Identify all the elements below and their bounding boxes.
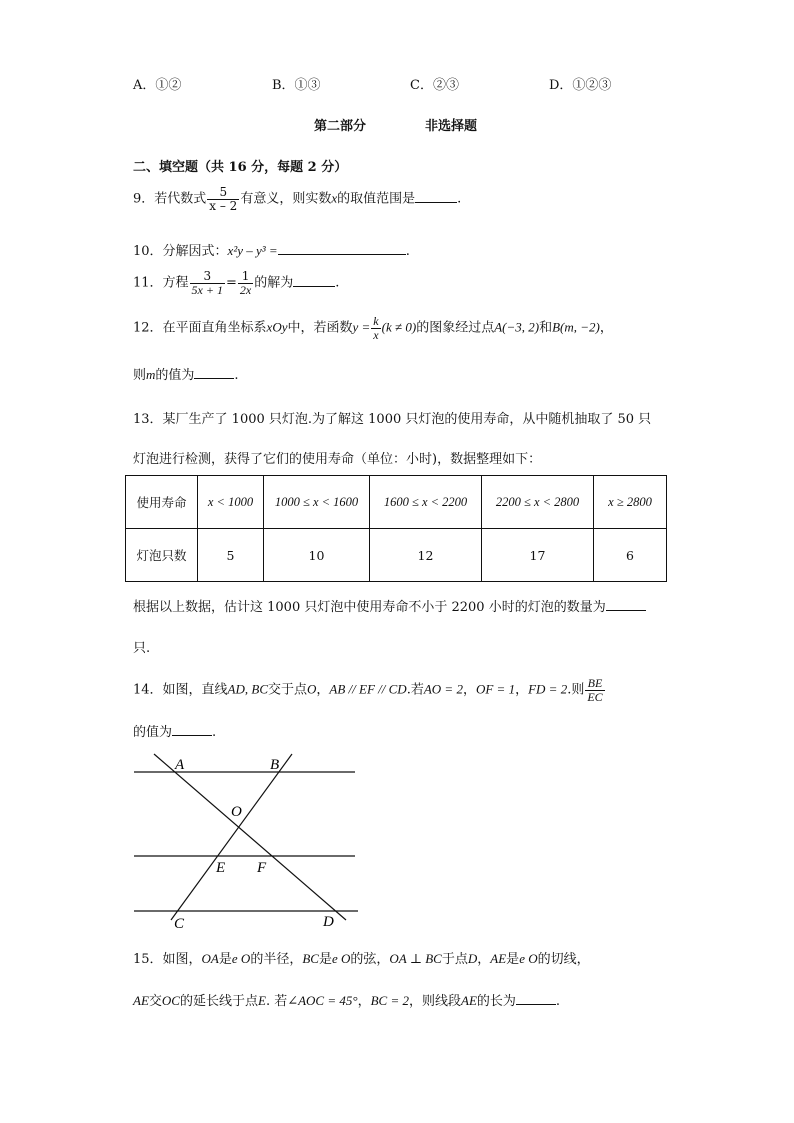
section-header: 二、填空题（共 16 分，每题 2 分） bbox=[133, 160, 348, 175]
label-d: D bbox=[323, 914, 334, 930]
q15-line2-ae2: AE bbox=[461, 993, 477, 1008]
q13-answer-blank[interactable] bbox=[606, 599, 646, 611]
q14-text6: ， bbox=[515, 682, 529, 698]
label-o: O bbox=[231, 804, 242, 820]
q15-line2-t5: ，则线段 bbox=[408, 994, 461, 1009]
q14-frac-den: EC bbox=[587, 689, 603, 704]
q15-circle-o: e O bbox=[331, 951, 351, 966]
lifetime-table bbox=[125, 475, 667, 582]
q11-suffix: 的解为 bbox=[254, 275, 294, 291]
q15-line2-t1: 交 bbox=[148, 994, 162, 1009]
q12-fraction bbox=[371, 315, 380, 341]
q14-parallel: AB // EF // CD bbox=[329, 681, 407, 697]
q15-line2-bc: BC = 2 bbox=[370, 993, 409, 1008]
q15-bc: BC bbox=[302, 951, 319, 966]
q15-t7: 是 bbox=[506, 952, 520, 967]
q12-coord: xOy bbox=[266, 319, 288, 335]
question-15-line1 bbox=[133, 948, 590, 967]
q15-d: D bbox=[467, 951, 478, 966]
table-header-cell: 2200 ≤ x < 2800 bbox=[482, 476, 594, 529]
q11-end: . bbox=[335, 275, 340, 291]
q9-end: . bbox=[457, 191, 462, 207]
q15-line2-ae: AE bbox=[133, 993, 149, 1008]
label-c: C bbox=[174, 916, 185, 932]
q14-ao: AO = 2 bbox=[423, 681, 463, 697]
q15-circle-o: e O bbox=[519, 951, 538, 966]
q15-line2-t2: 的延长线于点 bbox=[179, 994, 258, 1009]
q15-t8: 的切线， bbox=[537, 952, 590, 967]
q11-lhs-fraction bbox=[190, 270, 225, 296]
q11-rhs-fraction bbox=[238, 270, 253, 296]
q15-line2-angle: ∠AOC = 45° bbox=[287, 993, 358, 1008]
q15-t5: 于点 bbox=[441, 952, 468, 967]
q9-suffix: 的取值范围是 bbox=[337, 191, 416, 207]
table-row1-label: 使用寿命 bbox=[126, 476, 198, 529]
q15-prefix: 15．如图， bbox=[133, 952, 202, 967]
q12-mid2: 的图象经过点 bbox=[416, 320, 495, 336]
table-row bbox=[126, 529, 667, 582]
q15-ae: AE bbox=[490, 951, 507, 966]
q13-after1-text: 根据以上数据，估计这 1000 只灯泡中使用寿命不小于 2200 小时的灯泡的数量为 bbox=[133, 600, 606, 615]
table-count-cell: 17 bbox=[482, 529, 594, 582]
q9-frac-num: 5 bbox=[207, 186, 239, 200]
q12-point-b: B(m, −2) bbox=[552, 319, 600, 335]
q9-fraction bbox=[207, 186, 239, 212]
q15-line2-t4: ， bbox=[357, 994, 371, 1009]
q14-frac-num: BE bbox=[585, 677, 604, 691]
table-row bbox=[126, 476, 667, 529]
table-count-cell: 6 bbox=[594, 529, 667, 582]
question-14 bbox=[133, 677, 606, 703]
q9-frac-den: x – 2 bbox=[209, 198, 238, 213]
q9-var: x bbox=[331, 190, 338, 206]
q12-end: . bbox=[234, 368, 239, 383]
table-row2-label: 灯泡只数 bbox=[126, 529, 198, 582]
q14-text7: .则 bbox=[567, 682, 585, 698]
q10-end: . bbox=[405, 244, 410, 259]
option-b: B．①③ bbox=[272, 78, 321, 93]
q13-after2: 只. bbox=[133, 641, 151, 656]
q15-t2: 的半径， bbox=[250, 952, 303, 967]
q12-and: 和 bbox=[539, 320, 553, 336]
q10-prefix: 10．分解因式： bbox=[133, 244, 228, 259]
table-header-cell: x ≥ 2800 bbox=[594, 476, 667, 529]
label-a: A bbox=[175, 757, 185, 773]
question-11 bbox=[133, 270, 339, 296]
q15-perp: OA ⊥ BC bbox=[389, 951, 442, 966]
option-d: D．①②③ bbox=[549, 78, 612, 93]
q11-lhs-den: 5x + 1 bbox=[191, 282, 223, 297]
q12-k-num: k bbox=[373, 314, 379, 328]
q12-k-den: x bbox=[373, 327, 379, 342]
label-f: F bbox=[257, 860, 267, 876]
table-count-cell: 10 bbox=[264, 529, 370, 582]
q12-line2-prefix: 则 bbox=[133, 368, 147, 383]
q14-figure bbox=[120, 750, 370, 935]
q14-o: O bbox=[307, 681, 317, 697]
q15-line2-end: . bbox=[555, 994, 561, 1009]
option-a: A．①② bbox=[133, 78, 182, 93]
q10-expr: x²y – y³ = bbox=[227, 243, 278, 258]
q11-answer-blank[interactable] bbox=[293, 275, 335, 287]
table-header-cell: 1600 ≤ x < 2200 bbox=[370, 476, 482, 529]
q15-t3: 是 bbox=[318, 952, 332, 967]
q12-mid: 中，若函数 bbox=[287, 320, 353, 336]
q12-var-m: m bbox=[146, 367, 156, 382]
q15-line2-t3: . 若 bbox=[265, 994, 288, 1009]
q15-line2-oc: OC bbox=[161, 993, 180, 1008]
q12-answer-blank[interactable] bbox=[194, 367, 234, 379]
q12-point-a: A(−3, 2) bbox=[494, 319, 540, 335]
option-c: C．②③ bbox=[410, 78, 459, 93]
part-subtitle: 非选择题 bbox=[425, 119, 478, 134]
line-ad bbox=[154, 754, 346, 920]
q14-text5: ， bbox=[462, 682, 476, 698]
q15-line2-e: E bbox=[257, 993, 266, 1008]
q14-text4: .若 bbox=[406, 682, 424, 698]
q14-text3: ， bbox=[316, 682, 330, 698]
q14-line2: 的值为 bbox=[133, 725, 173, 740]
q15-circle-o: e O bbox=[231, 951, 251, 966]
question-14-line2 bbox=[133, 721, 216, 740]
q12-line2-mid: 的值为 bbox=[155, 368, 195, 383]
q11-prefix: 11．方程 bbox=[133, 275, 189, 291]
q9-answer-blank[interactable] bbox=[415, 191, 457, 203]
q13-line2: 灯泡进行检测，获得了它们的使用寿命（单位：小时)，数据整理如下： bbox=[133, 452, 542, 467]
table-header-cell: 1000 ≤ x < 1600 bbox=[264, 476, 370, 529]
q14-fraction bbox=[585, 677, 604, 703]
question-9 bbox=[133, 186, 461, 212]
q13-after1 bbox=[133, 596, 646, 615]
q14-of: OF = 1 bbox=[475, 681, 516, 697]
q11-lhs-num: 3 bbox=[190, 270, 225, 284]
q14-ad-bc: AD, BC bbox=[227, 681, 268, 697]
q12-func: y = bbox=[352, 319, 371, 335]
label-e: E bbox=[216, 860, 226, 876]
q15-oa: OA bbox=[201, 951, 219, 966]
q11-rhs-den: 2x bbox=[239, 282, 252, 297]
question-10 bbox=[133, 240, 410, 259]
q15-t1: 是 bbox=[218, 952, 232, 967]
q11-rhs-num: 1 bbox=[238, 270, 253, 284]
table-header-cell: x < 1000 bbox=[198, 476, 264, 529]
q15-answer-blank[interactable] bbox=[516, 993, 556, 1005]
q9-mid: 有意义，则实数 bbox=[240, 191, 332, 207]
q15-t4: 的弦， bbox=[350, 952, 390, 967]
question-15-line2 bbox=[133, 990, 560, 1009]
question-12 bbox=[133, 315, 613, 341]
q15-t6: ， bbox=[477, 952, 491, 967]
q14-text2: 交于点 bbox=[268, 682, 308, 698]
q14-fd: FD = 2 bbox=[528, 681, 568, 697]
q12-condition: (k ≠ 0) bbox=[381, 319, 417, 335]
q13-line1: 13．某厂生产了 1000 只灯泡.为了解这 1000 只灯泡的使用寿命，从中随机抽取了 50 只 bbox=[133, 412, 652, 427]
q14-end: . bbox=[212, 725, 217, 740]
label-b: B bbox=[270, 757, 280, 773]
q12-prefix: 12．在平面直角坐标系 bbox=[133, 320, 267, 336]
line-bc bbox=[171, 754, 292, 920]
q15-line2-t6: 的长为 bbox=[476, 994, 516, 1009]
q12-comma: ， bbox=[599, 320, 613, 336]
question-12-line2 bbox=[133, 364, 239, 383]
q10-answer-blank[interactable] bbox=[278, 243, 406, 255]
q11-eq: = bbox=[225, 275, 237, 291]
q9-prefix: 9．若代数式 bbox=[133, 191, 207, 207]
table-count-cell: 5 bbox=[198, 529, 264, 582]
table-count-cell: 12 bbox=[370, 529, 482, 582]
q14-answer-blank[interactable] bbox=[172, 724, 212, 736]
part-title: 第二部分 bbox=[314, 119, 367, 134]
q14-text1: 14．如图，直线 bbox=[133, 682, 228, 698]
